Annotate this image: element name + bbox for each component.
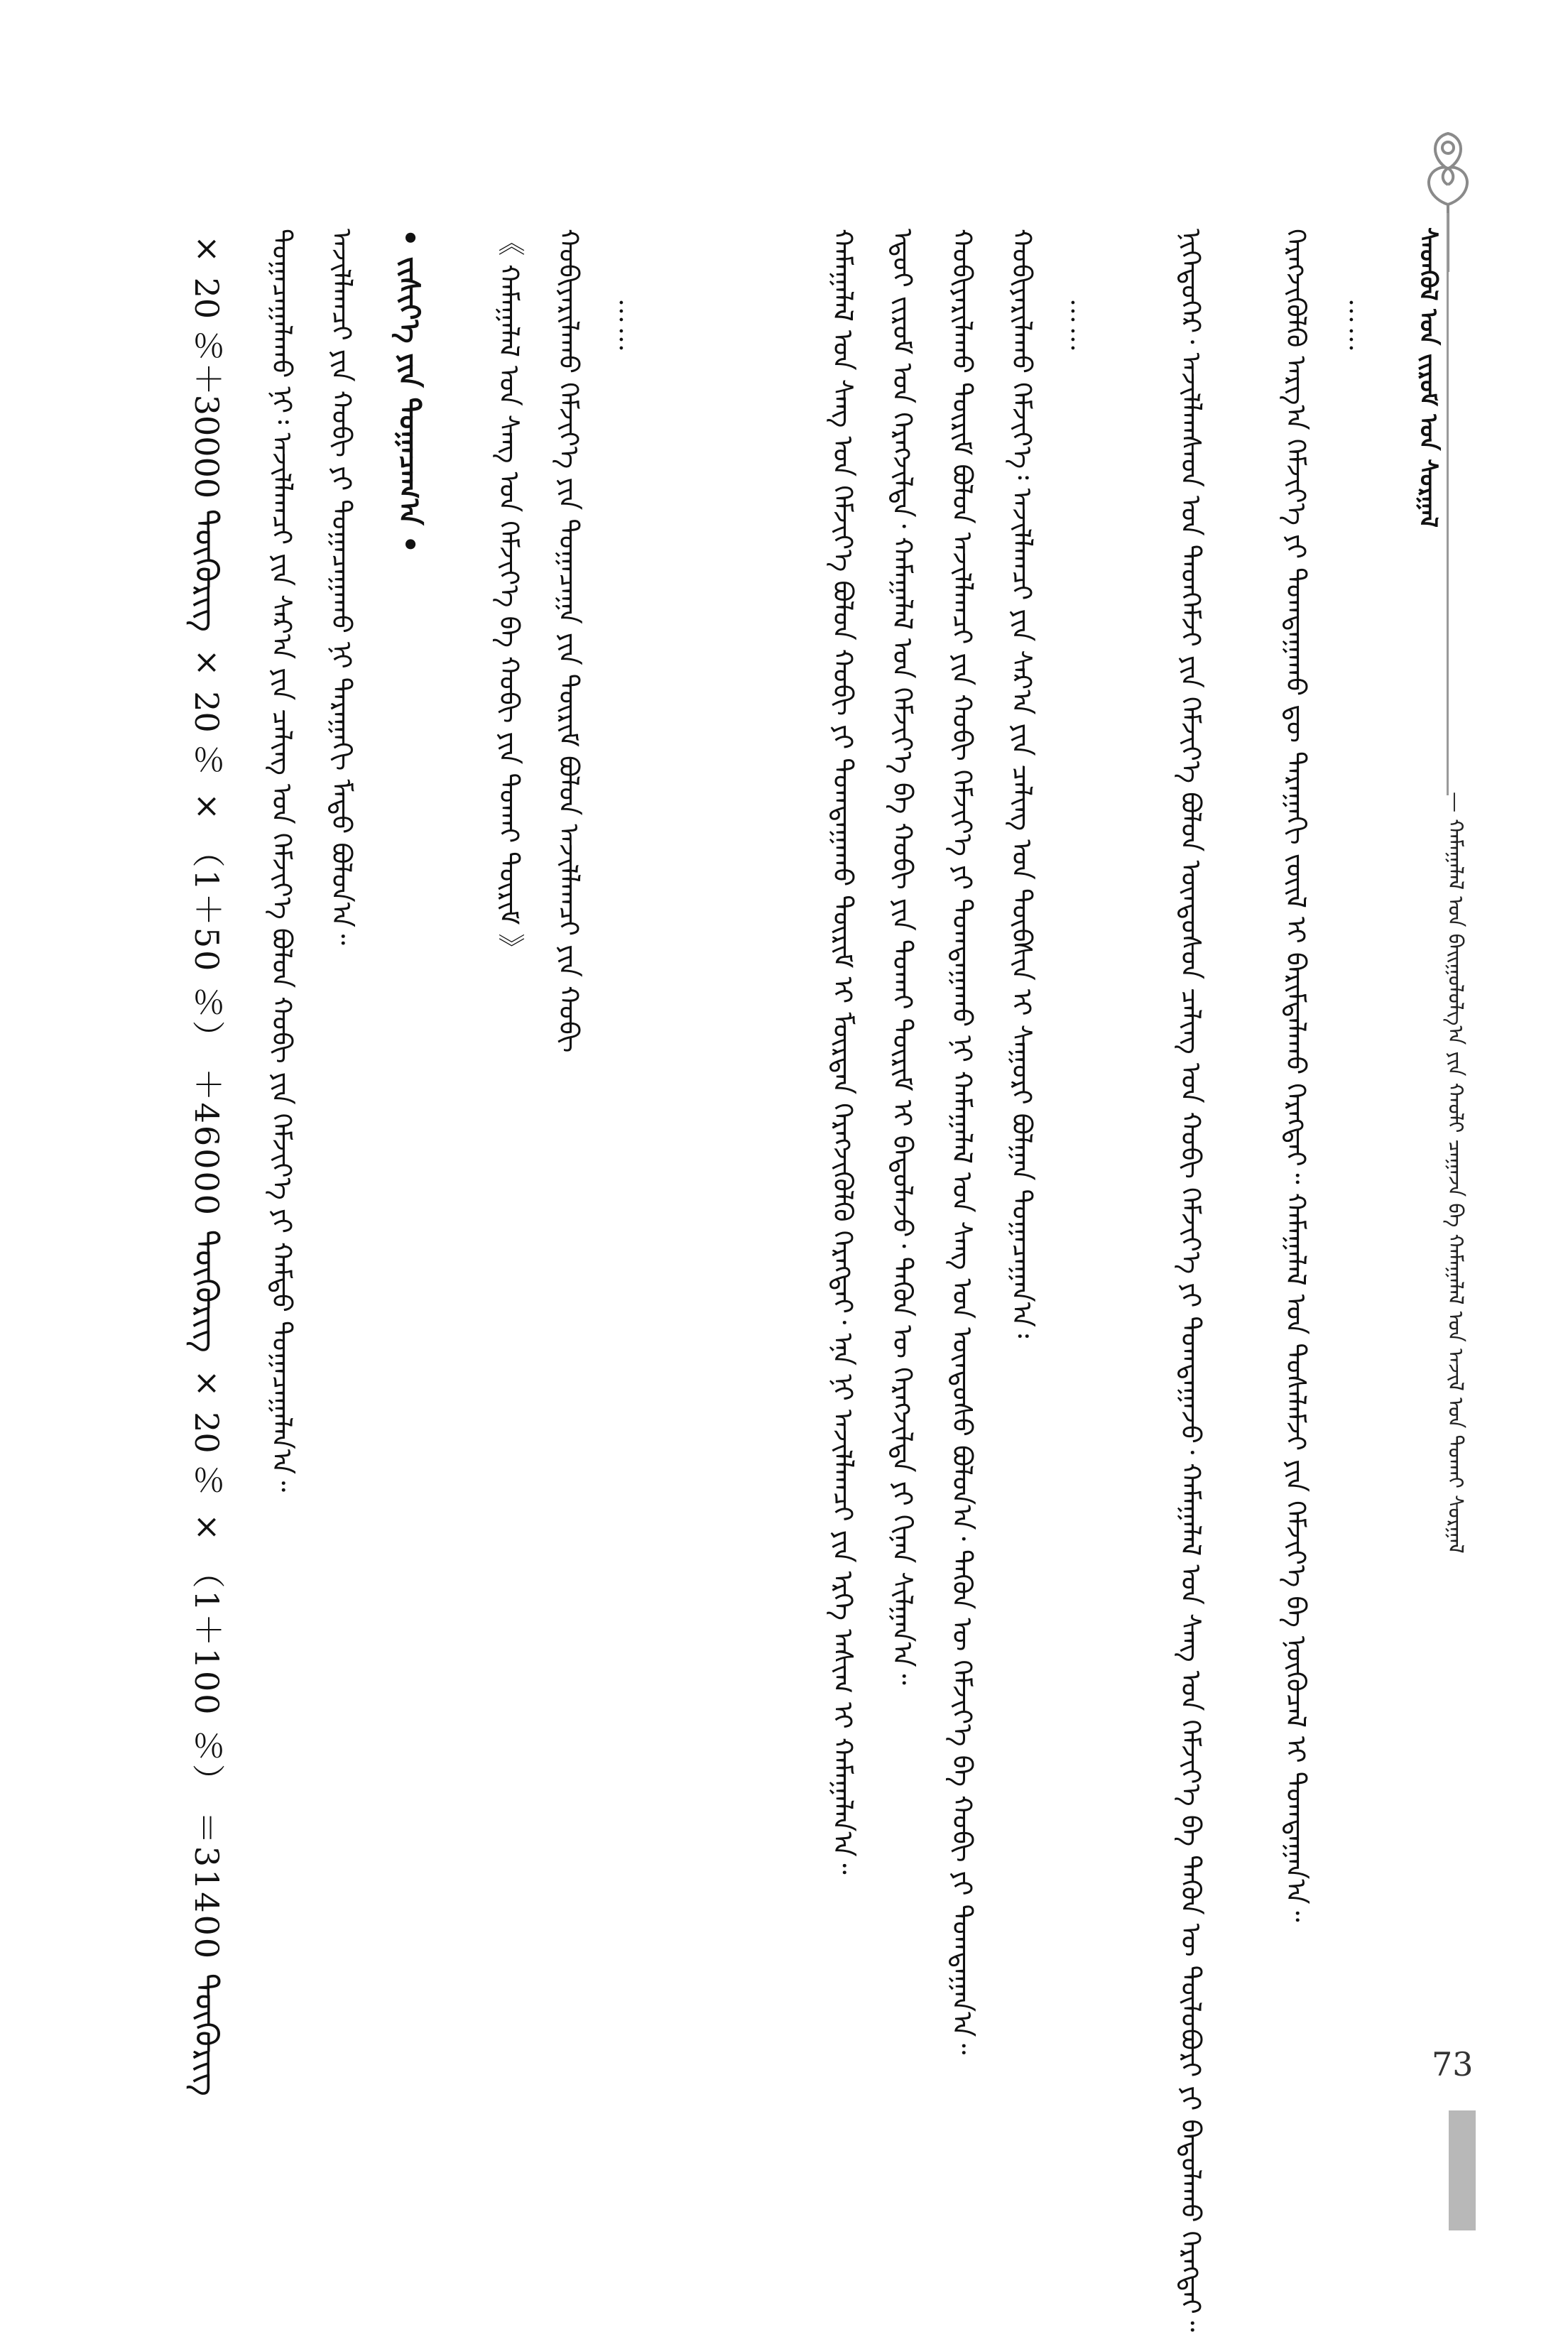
formula-line: × 20 ％＋30000 ᠲᠥᠭᠦᠷᠢᠭ × 20 ％ × （1＋50 ％） ＋46000 ᠲᠥᠭᠦᠷᠢᠭ × 20 ％ × （1＋100 ％） ＝31400 ᠲᠥᠭᠦᠷᠢᠭ (187, 229, 226, 2096)
body-line: ᠨᠢᠭᠡᠳᠦᠭᠡᠷ᠂ ᠠᠵᠢᠯᠯᠠᠭᠰᠠᠳ ᠤᠨ ᠲᠡᠳᠬᠡᠮᠵᠢ ᠶᠢᠨ ᠬᠡᠮᠵᠢᠶ᠎ᠡ ᠪᠣᠯᠤᠨ ᠦᠨᠳᠦᠰᠦᠨ ᠴᠠᠯᠢᠩ ᠤᠨ ᠬᠤᠪᠢ ᠬᠡᠮᠵᠢᠶ᠎ᠡ ᠶᠢ ᠲᠣᠭᠲᠠᠭᠠᠵᠤ᠂ ᠬᠠᠮᠠᠭᠠᠯᠠᠯ ᠤᠨ ᠰᠠᠩ ᠤᠨ ᠬᠡᠮᠵᠢᠶ᠎ᠡ ᠪᠠ ᠲᠡᠭᠦᠨ ᠦ ᠲᠥᠯᠦᠪᠦᠷᠢ ᠶᠢ ᠪᠠᠲᠤᠯᠠᠬᠤ ᠬᠡᠷᠡᠭᠲᠡᠢ᠃ (1175, 229, 1207, 2332)
ellipsis: …… (1344, 298, 1373, 355)
body-line: ᠬᠤᠪᠢᠶᠠᠷᠢᠯᠠᠬᠤ ᠳᠦᠷᠢᠮ ᠪᠣᠯᠤᠨ ᠠᠵᠢᠯᠯᠠᠭᠴᠢ ᠶᠢᠨ ᠬᠤᠪᠢ ᠬᠡᠮᠵᠢᠶ᠎ᠡ ᠶᠢ ᠲᠣᠭᠲᠠᠭᠠᠬᠤ ᠨᠢ ᠬᠠᠮᠠᠭᠠᠯᠠᠯ ᠤᠨ ᠰᠠᠩ ᠤᠨ ᠦᠨᠳᠦᠰᠦ ᠪᠣᠯᠤᠨ᠎ᠠ᠂ ᠲᠡᠭᠦᠨ ᠦ ᠬᠡᠮᠵᠢᠶ᠎ᠡ ᠪᠠ ᠬᠤᠪᠢ ᠶᠢ ᠲᠣᠭᠲᠠᠭᠠᠨ᠎ᠠ᠃ (947, 229, 978, 2055)
section-heading: • ᠵᠢᠱᠢᠶ᠎ᠡ ᠶᠢᠨ ᠲᠣᠭᠠᠴᠠᠭ᠎ᠠ • (393, 229, 426, 554)
ellipsis: …… (1065, 298, 1094, 355)
body-line: 《 ᠬᠠᠮᠠᠭᠠᠯᠠᠯ ᠤᠨ ᠰᠠᠩ ᠤᠨ ᠬᠡᠮᠵᠢᠶ᠎ᠡ ᠪᠠ ᠬᠤᠪᠢ ᠶᠢᠨ ᠲᠤᠬᠠᠢ ᠳᠦᠷᠢᠮ 》 (494, 229, 525, 961)
body-line: ᠡᠳ᠋ᠦᠢ ᠵᠢᠷᠤᠮ ᠤᠨ ᠬᠡᠷᠡᠭᠵᠢᠯᠲᠡ᠂ ᠬᠠᠮᠠᠭᠠᠯᠠᠯ ᠤᠨ ᠬᠡᠮᠵᠢᠶ᠎ᠡ ᠪᠠ ᠬᠤᠪᠢ ᠶᠢᠨ ᠲᠤᠬᠠᠢ ᠳᠦᠷᠢᠮ ᠢ ᠪᠠᠲᠤᠯᠠᠵᠤ᠂ ᠲᠡᠭᠦᠨ ᠦ ᠬᠡᠷᠡᠭᠵᠢᠯᠲᠡ ᠶᠢ ᠬᠢᠨᠠᠨ ᠰᠢᠯᠭᠠᠨ᠎ᠠ᠃ (887, 229, 918, 1685)
body-line: ᠬᠡᠷᠡᠭᠵᠢᠭᠦᠯᠬᠦ ᠠᠷᠭ᠎ᠠ ᠬᠡᠮᠵᠢᠶ᠎ᠡ ᠶᠢ ᠲᠣᠭᠲᠠᠭᠠᠬᠤ ᠳᠦ ᠳᠠᠷᠠᠭᠠᠬᠢ ᠵᠦᠢᠯ ᠢ ᠪᠠᠷᠢᠮᠲᠠᠯᠠᠬᠤ ᠬᠡᠷᠡᠭᠲᠡᠢ᠃ ᠬᠠᠮᠠᠭᠠᠯᠠᠯ ᠤᠨ ᠲᠤᠰᠠᠯᠠᠮᠵᠢ ᠶᠢᠨ ᠬᠡᠮᠵᠢᠶ᠎ᠡ ᠪᠠ ᠨᠥᠬᠦᠴᠡᠯ ᠢ ᠲᠣᠭᠲᠠᠭᠠᠨ᠎ᠠ᠃ (1280, 229, 1312, 1922)
header-subtitle: — ᠬᠠᠮᠠᠭᠠᠯᠠᠯ ᠤᠨ ᠪᠠᠢᠭᠤᠯᠤᠯᠭ᠎ᠠ ᠶᠢᠨ ᠬᠠᠤᠯᠢ ᠴᠠᠭᠠᠵᠠ ᠪᠠ ᠬᠠᠮᠠᠭᠠᠯᠠᠯ ᠤᠨ ᠠᠵᠢᠯ ᠤᠨ ᠲᠤᠬᠠᠢ ᠰᠤᠷᠭᠠᠯ (1444, 792, 1468, 1554)
page-tab-marker (1449, 2110, 1476, 2230)
body-line: ᠠᠵᠢᠯᠯᠠᠭᠴᠢ ᠶᠢᠨ ᠬᠤᠪᠢ ᠶᠢ ᠲᠣᠭᠠᠴᠠᠭᠠᠬᠤ ᠨᠢ ᠳᠠᠷᠠᠭᠠᠬᠢ ᠮᠡᠲᠦ ᠪᠣᠯᠤᠨ᠎ᠠ᠃ (326, 229, 357, 945)
header-rule (1447, 213, 1449, 795)
body-line: ᠲᠣᠭᠠᠴᠠᠭᠠᠯᠠᠬᠤ ᠨᠢ᠄ ᠠᠵᠢᠯᠯᠠᠭᠴᠢ ᠶᠢᠨ ᠰᠠᠷ᠎ᠠ ᠶᠢᠨ ᠴᠠᠯᠢᠩ ᠤᠨ ᠬᠡᠮᠵᠢᠶ᠎ᠡ ᠪᠣᠯᠤᠨ ᠬᠤᠪᠢ ᠶᠢᠨ ᠬᠡᠮᠵᠢᠶ᠎ᠡ ᠶᠢ ᠬᠠᠮᠲᠤ ᠲᠣᠭᠠᠴᠠᠭᠠᠯᠠᠨ᠎ᠠ᠃ (266, 229, 298, 1493)
ellipsis: …… (614, 298, 643, 355)
header-title: ᠰᠡᠳᠬᠦᠯ ᠤᠨ ᠵᠢᠷᠤᠮ ᠤᠨ ᠰᠤᠷᠭᠠᠯ (1414, 227, 1442, 528)
body-line: ᠬᠠᠮᠠᠭᠠᠯᠠᠯ ᠤᠨ ᠰᠠᠩ ᠤᠨ ᠬᠡᠮᠵᠢᠶ᠎ᠡ ᠪᠣᠯᠤᠨ ᠬᠤᠪᠢ ᠶᠢ ᠲᠣᠭᠲᠠᠭᠠᠬᠤ ᠳᠦᠷᠢᠮ ᠢ ᠮᠥᠷᠳᠡᠨ ᠬᠡᠷᠡᠭᠵᠢᠭᠦᠯᠬᠦ ᠬᠡᠷᠡᠭᠲᠡᠢ᠂ ᠡᠨᠡ ᠨᠢ ᠠᠵᠢᠯᠯᠠᠭᠴᠢ ᠶᠢᠨ ᠡᠷᠬᠡ ᠠᠰᠢᠭ ᠢ ᠬᠠᠮᠠᠭᠠᠯᠠᠨ᠎ᠠ᠃ (827, 229, 859, 1875)
page-number: 73 (1432, 2045, 1474, 2083)
body-line: ᠬᠤᠪᠢᠶᠠᠷᠢᠯᠠᠬᠤ ᠬᠡᠮᠵᠢᠶ᠎ᠡ᠄ ᠠᠵᠢᠯᠯᠠᠭᠴᠢ ᠶᠢᠨ ᠰᠠᠷ᠎ᠠ ᠶᠢᠨ ᠴᠠᠯᠢᠩ ᠤᠨ ᠲᠦᠪᠰᠢᠨ ᠢ ᠰᠠᠭᠤᠷᠢ ᠪᠣᠯᠭᠠᠨ ᠲᠣᠭᠠᠴᠠᠭᠠᠨ᠎ᠠ᠄ (1006, 229, 1038, 1339)
body-line: ᠬᠤᠪᠢᠶᠠᠷᠢᠯᠠᠬᠤ ᠬᠡᠮᠵᠢᠶ᠎ᠡ ᠶᠢᠨ ᠲᠣᠭᠠᠴᠠᠭᠠ ᠶᠢᠨ ᠳᠦᠷᠢᠮ ᠪᠣᠯᠤᠨ ᠠᠵᠢᠯᠯᠠᠭᠴᠢ ᠶᠢᠨ ᠬᠤᠪᠢ (553, 229, 584, 1053)
